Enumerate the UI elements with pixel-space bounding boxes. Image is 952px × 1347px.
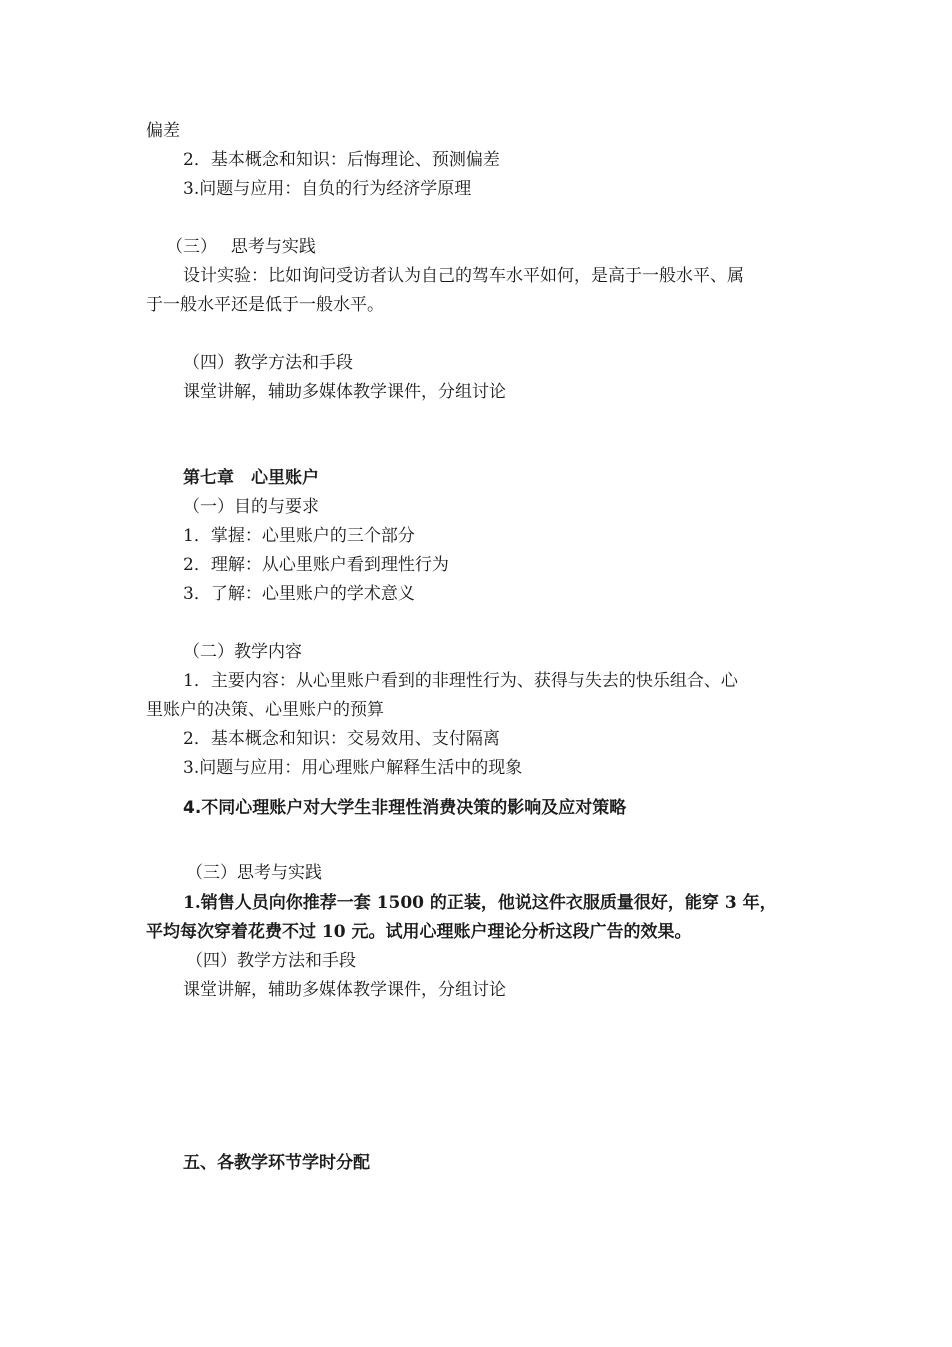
chapter7-topic4: 4.不同心理账户对大学生非理性消费决策的影响及应对策略 — [183, 798, 627, 818]
section6-practice-heading: （三） 思考与实践 — [166, 237, 316, 257]
chapter7-practice-line1: 1.销售人员向你推荐一套 1500 的正装，他说这件衣服质量很好，能穿 3 年， — [183, 893, 777, 913]
chapter7-methods-heading: （四）教学方法和手段 — [186, 951, 356, 971]
chapter7-content-line2: 里账户的决策、心里账户的预算 — [146, 700, 384, 720]
chapter7-title: 第七章 心里账户 — [183, 468, 319, 488]
chapter7-practice-heading: （三）思考与实践 — [186, 863, 322, 883]
chapter7-goal-1: 1．掌握：心里账户的三个部分 — [183, 526, 415, 546]
section6-practice-line1: 设计实验：比如询问受访者认为自己的驾车水平如何，是高于一般水平、属 — [183, 266, 744, 286]
chapter7-methods-text: 课堂讲解，辅助多媒体教学课件，分组讨论 — [183, 980, 506, 1000]
section6-methods-text: 课堂讲解，辅助多媒体教学课件，分组讨论 — [183, 382, 506, 402]
chapter7-content-line1: 1．主要内容：从心里账户看到的非理性行为、获得与失去的快乐组合、心 — [183, 671, 738, 691]
chapter7-application: 3.问题与应用：用心理账户解释生活中的现象 — [183, 758, 523, 778]
chapter7-goal-3: 3．了解：心里账户的学术意义 — [183, 584, 415, 604]
chapter7-content-heading: （二）教学内容 — [183, 642, 302, 662]
section5-title: 五、各教学环节学时分配 — [183, 1153, 370, 1173]
chapter7-goal-2: 2．理解：从心里账户看到理性行为 — [183, 555, 449, 575]
section6-application: 3.问题与应用：自负的行为经济学原理 — [183, 179, 472, 199]
chapter7-concepts: 2．基本概念和知识：交易效用、支付隔离 — [183, 729, 500, 749]
section6-content-tail: 偏差 — [146, 121, 180, 141]
section6-practice-line2: 于一般水平还是低于一般水平。 — [146, 295, 384, 315]
chapter7-goals-heading: （一）目的与要求 — [183, 497, 319, 517]
section6-concepts: 2．基本概念和知识：后悔理论、预测偏差 — [183, 150, 500, 170]
chapter7-practice-line2: 平均每次穿着花费不过 10 元。试用心理账户理论分析这段广告的效果。 — [146, 922, 692, 942]
section6-methods-heading: （四）教学方法和手段 — [183, 353, 353, 373]
